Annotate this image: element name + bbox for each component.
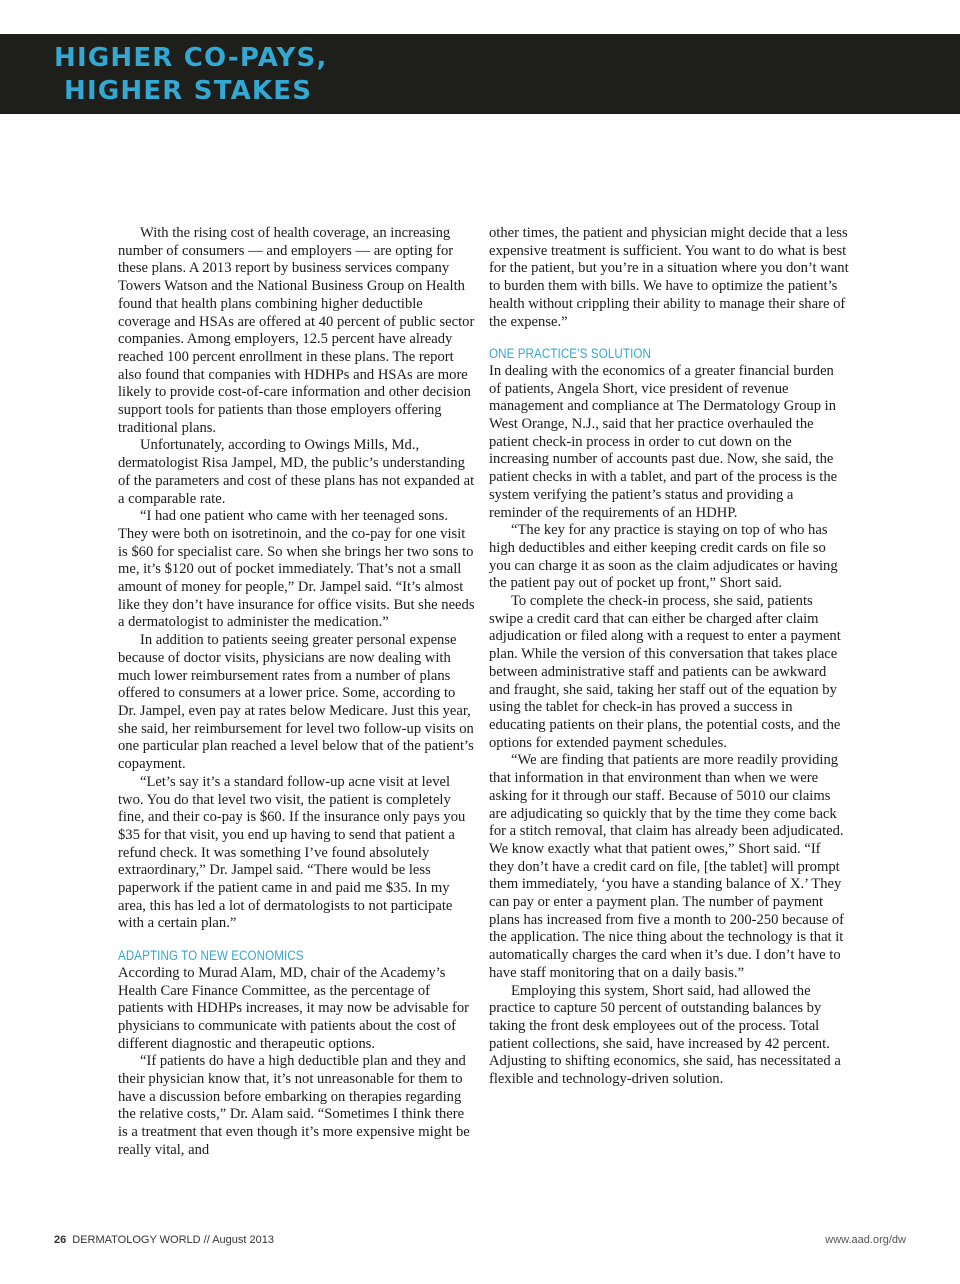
body-paragraph: Employing this system, Short said, had allowed the practice to capture 50 percent of outstanding balances by taking the front desk employees out of the process. Total patient collections, she said, have increased by 42 percent. Adjusting to shifting economics, she said, has necessitated a flexible and technology-driven solution. xyxy=(489,982,841,1088)
page-number: 26 xyxy=(54,1234,67,1246)
body-paragraph: “The key for any practice is staying on top of who has high deductibles and either keeping credit cards on file so you can charge it as soon as the claim adjudicates or having the patient pay out of pocket up front,” Short said. xyxy=(489,522,838,592)
body-paragraph: “If patients do have a high deductible plan and they and their physician know that, it’s not unreasonable for them to have a discussion before embarking on therapies regarding the relative costs,” Dr. Alam said. “Sometimes I think there is a treatment that even though it’s more expensive might be really vital, and xyxy=(118,1053,470,1158)
article-title-line-1: HIGHER CO-PAYS, xyxy=(54,43,328,73)
section-heading-adapting: ADAPTING TO NEW ECONOMICS xyxy=(118,948,304,964)
body-paragraph: According to Murad Alam, MD, chair of the Academy’s Health Care Finance Committee, as the percentage of patients with HDHPs increases, it may now be advisable for physicians to communicate with patients about the cost of different diagnostic and therapeutic options. xyxy=(118,964,469,1052)
header-banner xyxy=(0,34,960,114)
body-paragraph: Unfortunately, according to Owings Mills, Md., dermatologist Risa Jampel, MD, the public’s understanding of the parameters and cost of these plans has not expanded at a comparable rate. xyxy=(118,437,475,507)
article-title-line-2: HIGHER STAKES xyxy=(64,76,313,106)
body-paragraph: “We are finding that patients are more readily providing that information in that environment than when we were asking for it through our staff. Because of 5010 our claims are adjudicating so quickly that by the time they come back for a stitch removal, that claim has already been adjudicated. We know exactly what that patient owes,” Short said. “If they don’t have a credit card on file, [the tablet] will prompt them immediately, ‘you have a standing balance of X.’ They can pay or enter a payment plan. The number of payment plans has increased from five a month to 200-250 because of the application. The nice thing about the technology is that it automatically charges the card when it’s due. I don’t have to have staff monitoring that on a daily basis.” xyxy=(489,752,845,981)
body-paragraph: With the rising cost of health coverage, an increasing number of consumers — and employers — are opting for these plans. A 2013 report by business services company Towers Watson and the National Business Group on Health found that health plans combining higher deductible coverage and HSAs are offered at 40 percent of public sector companies. Among employers, 12.5 percent have already reached 100 percent enrollment in these plans. The report also found that companies with HDHPs and HSAs are more likely to provide cost-of-care information and other decision support tools for patients than those employers offering traditional plans. xyxy=(118,225,475,436)
body-paragraph: To complete the check-in process, she said, patients swipe a credit card that can either be charged after claim adjudication or filed along with a request to enter a payment plan. While the version of this conversation that takes place between administrative staff and patients can be awkward and fraught, she said, taking her staff out of the equation by using the tablet for check-in has proved a success in educating patients on their plans, the potential costs, and the options for extended payment schedules. xyxy=(489,593,841,751)
publication-info: DERMATOLOGY WORLD // August 2013 xyxy=(72,1234,274,1246)
body-paragraph: In dealing with the economics of a greater financial burden of patients, Angela Short, vice president of revenue management and compliance at The Dermatology Group in West Orange, N.J., said that her practice overhauled the patient check-in process in order to cut down on the increasing number of accounts past due. Now, she said, the patient checks in with a tablet, and part of the process is the system verifying the patient’s status and providing a reminder of the requirements of an HDHP. xyxy=(489,362,838,521)
left-column xyxy=(118,225,476,1160)
article-title xyxy=(54,42,328,108)
body-paragraph: In addition to patients seeing greater personal expense because of doctor visits, physicians are now dealing with much lower reimbursement rates from a number of plans offered to consumers at a lower price. Some, according to Dr. Jampel, even pay at rates below Medicare. Just this year, she said, her reimbursement for level two follow-up visits on one particular plan reached a level below that of the patient’s copayment. xyxy=(118,632,474,773)
footer-url: www.aad.org/dw xyxy=(825,1234,906,1246)
section-heading-solution: ONE PRACTICE’S SOLUTION xyxy=(489,346,651,362)
body-paragraph: “Let’s say it’s a standard follow-up acne visit at level two. You do that level two visit, the patient is completely fine, and their co-pay is $60. If the insurance only pays you $35 for that visit, you end up having to send that patient a refund check. It was something I’ve found absolutely extraordinary,” Dr. Jampel said. “There would be less paperwork if the patient came in and paid me $35. In my area, this has led a lot of dermatologists to not participate with a certain plan.” xyxy=(118,773,466,932)
body-paragraph: other times, the patient and physician might decide that a less expensive treatment is sufficient. You want to do what is best for the patient, but you’re in a situation where you don’t want to burden them with bills. We have to optimize the patient’s health without crippling their ability to manage their share of the expense.” xyxy=(489,225,849,330)
body-paragraph: “I had one patient who came with her teenaged sons. They were both on isotretinoin, and the co-pay for one visit is $60 for specialist care. So when she brings her two sons to me, it’s $120 out of pocket immediately. That’s not a small amount of money for people,” Dr. Jampel said. “It’s almost like they don’t have insurance for office visits. But she needs a dermatologist to administer the medication.” xyxy=(118,508,475,631)
right-column xyxy=(489,225,849,1089)
page-footer xyxy=(54,1234,274,1246)
